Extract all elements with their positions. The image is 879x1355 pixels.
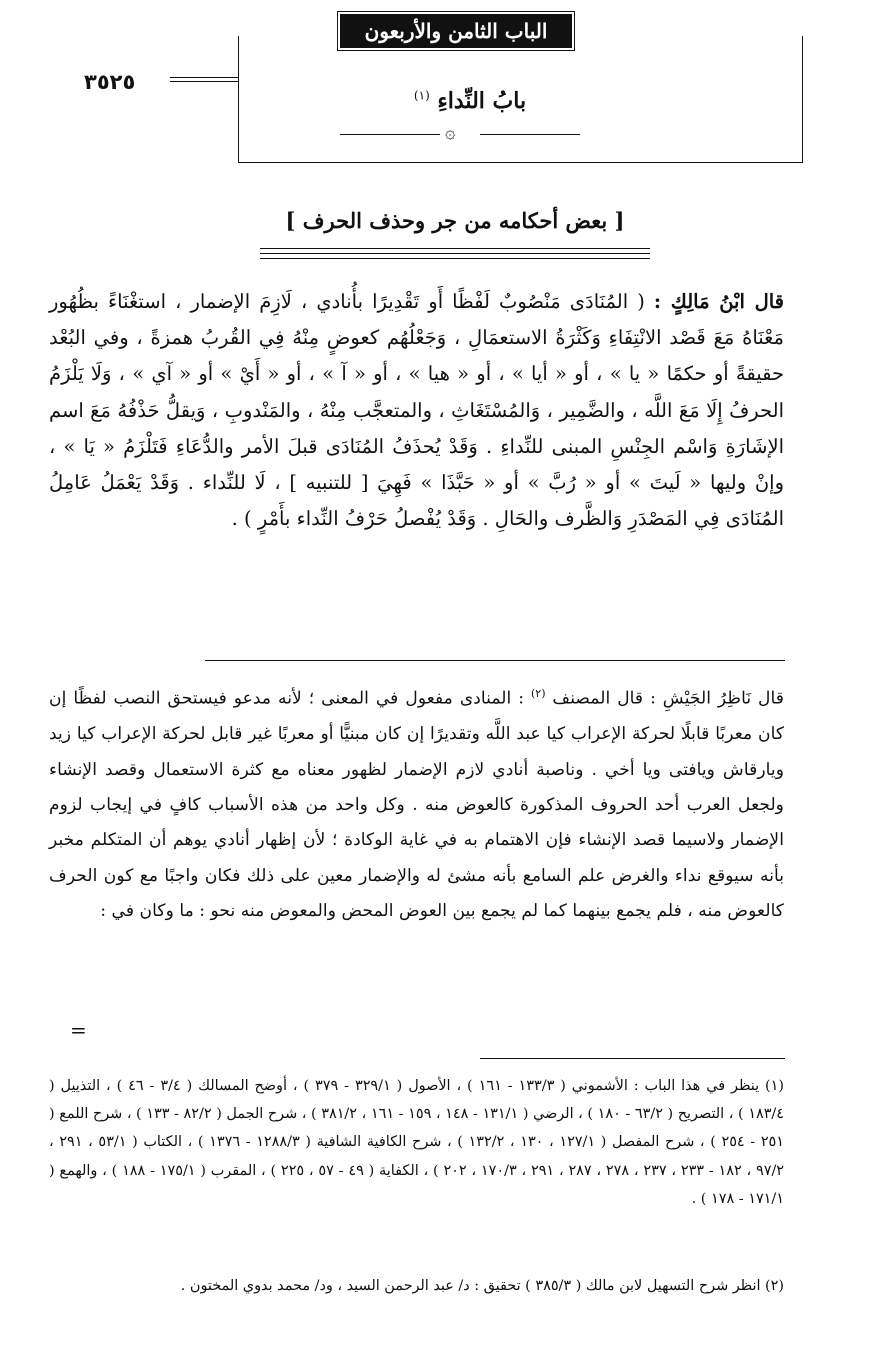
- section-underline: [260, 248, 650, 249]
- chapter-label: الباب الثامن والأربعون: [340, 14, 572, 48]
- page-number-rule: [170, 77, 238, 78]
- page-number: ٣٥٢٥: [84, 70, 136, 94]
- sharh-paragraph: [49, 676, 784, 930]
- matn-speaker: قال ابْنُ مَالِكٍ :: [653, 290, 784, 313]
- separator-rule: [205, 660, 785, 661]
- ornament-icon: ۞: [445, 122, 456, 143]
- section-underline: [260, 258, 650, 259]
- matn-paragraph: [49, 284, 784, 537]
- section-heading: [ بعض أحكامه من جر وحذف الحرف ]: [285, 208, 625, 233]
- ornament-rule: [340, 134, 440, 135]
- bab-title-note: (١): [413, 88, 430, 103]
- sharh-text: : المنادى مفعول في المعنى ؛ لأنه مدعو فيستحق النصب لفظًا إن كان معربًا قابلًا لحركة الإعراب كيا عبد اللَّه وتقديرًا إن كان مبنيًّا أو معربًا غير قابل لحركة الإعراب كيا زيد ويارقاش ويافتى ويا أخي . وناصبة أنادي لازم الإضمار لظهور معناه مع كثرة الاستعمال وقصد الإنشاء ولجعل العرب أحد الحروف المذكورة كالعوض منه . وكل واحد من هذه الأسباب كافٍ في إيجاب لزوم الإضمار ولاسيما قصد الإنشاء فإن الاهتمام به في غاية الوكادة ؛ لأن إظهار أنادي يوهم أن المتكلم مخبر بأنه سيوقع نداء والغرض علم السامع بأنه مشئ له والإضمار معين على ذلك فكان واجبًا مع كون الحرف كالعوض منه ، فلم يجمع بينهما كما لم يجمع بين العوض المحض والمعوض منه نحو : ما وكان في :: [49, 688, 784, 922]
- ornament-rule: [480, 134, 580, 135]
- matn-text: ( المُنَادَى مَنْصُوبٌ لَفْظًا أَو تَقْدِيرًا بأُنادي ، لَازِمَ الإضمار ، استغْنَاءً بظُهُور مَعْنَاهُ مَعَ قَصْد الانْتِفَاءِ وَكَثْرَةُ الاستعمَالِ ، وَجَعْلُهُم كعوضٍ مِنْهُ فِي القُربُ همزةً ، وفي البُعْد حقيقةً أو حكمًا « يا » ، أو « أيا » ، أو « هيا » ، أو « آ » ، أو « أَيْ » أو « آي » ، وَلَا يَلْزَمُ الحرفُ إِلَا مَعَ اللَّه ، والضَّمِير ، وَالمُسْتَغَاثِ ، والمتعجَّب مِنْهُ ، والمَنْدوبِ ، وَيقلُّ حَذْفُهُ مَعَ اسم الإشَارَةِ وَاسْم الجِنْسِ المبنى للنِّداءِ . وَقَدْ يُحذَفُ المُنَادَى قبلَ الأمر والدُّعَاءِ فَتَلْزَمُ « يَا » ، وإنْ وليها « لَيتَ » أو « رُبَّ » أو « حَبَّذَا » فَهِيَ [ للتنبيه ] ، لَا للنِّداء . وَقَدْ يَعْمَلُ عَامِلُ المُنَادَى فِي المَصْدَرِ وَالظَّرف والحَالِ . وَقَدْ يُفْصلُ حَرْفُ النِّداء بأَمْرٍ ) .: [49, 290, 784, 531]
- section-underline: [260, 253, 650, 254]
- sharh-speaker: قال نَاظِرُ الجَيْشِ : قال المصنف: [552, 688, 784, 709]
- footnote-rule: [480, 1058, 785, 1059]
- bab-title-text: بابُ النِّداءِ: [437, 88, 527, 114]
- sharh-note: (٢): [530, 687, 546, 700]
- footnote-1: (١) ينظر في هذا الباب : الأشموني ( ١٣٣/٣ - ١٦١ ) ، الأصول ( ٣٢٩/١ - ٣٧٩ ) ، أوضح المسالك ( ٣/٤ - ٤٦ ) ، التذييل ( ١٨٣/٤ ) ، التصريح ( ٦٣/٢ - ١٨٠ ) ، الرضي ( ١٣١/١ - ١٤٨ ، ١٥٩ - ١٦١ ، ٣٨١/٢ ) ، شرح الجمل ( ٨٢/٢ - ١٣٣ ) ، شرح اللمع ( ٢٥١ - ٢٥٤ ) ، شرح المفصل ( ١٢٧/١ ، ١٣٠ ، ١٣٢/٢ ) ، شرح الكافية الشافية ( ١٢٨٨/٣ - ١٣٧٦ ) ، الكتاب ( ٥٣/١ ، ٢٩١ ، ٩٧/٢ ، ١٨٢ - ٢٣٣ ، ٢٣٧ ، ٢٧٨ ، ٢٨٧ ، ٢٩١ ، ١٧٠/٣ ، ٢٠٢ ) ، الكفاية ( ٤٩ - ٥٧ ، ٢٢٥ ) ، المقرب ( ١٧٥/١ - ١٨٨ ) ، والهمع ( ١٧١/١ - ١٧٨ ) .: [49, 1078, 785, 1207]
- page-number-rule: [170, 81, 238, 82]
- footnote-2: (٢) انظر شرح التسهيل لابن مالك ( ٣٨٥/٣ ) تحقيق : د/ عبد الرحمن السيد ، ود/ محمد بدوي المختون .: [180, 1278, 784, 1294]
- bab-title: [380, 88, 560, 114]
- continuation-mark: =: [70, 1018, 87, 1042]
